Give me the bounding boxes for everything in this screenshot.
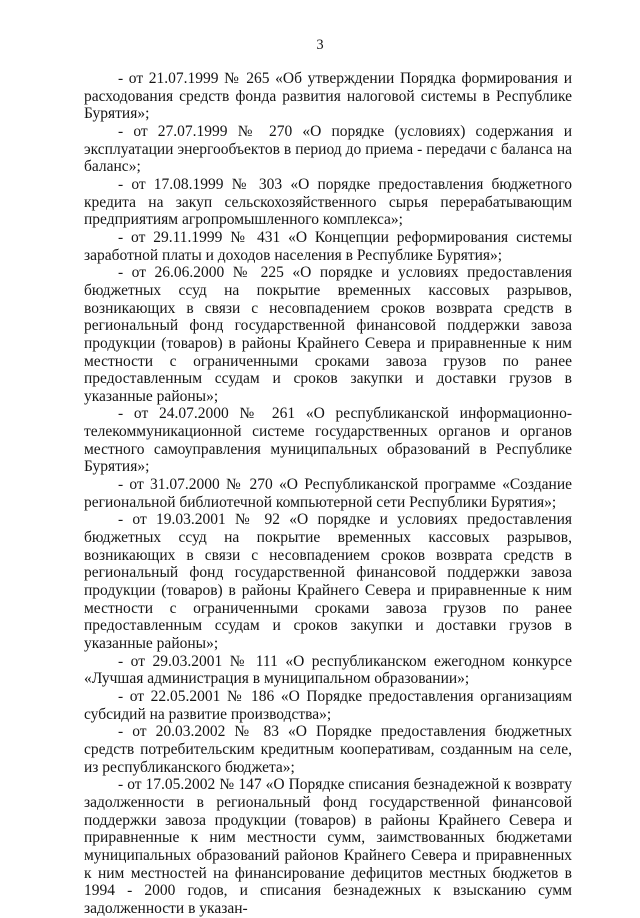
list-item: - от 24.07.2000 № 261 «О республиканской информационно-телекоммуникационной системе государственных органов и органов местного самоуправления муниципальных образований в Республике Бурятия»; [84,405,572,476]
list-item: - от 19.03.2001 № 92 «О порядке и условиях предоставления бюджетных ссуд на покрытие временных кассовых разрывов, возникающих в связи с несовпадением сроков возврата средств в региональный фонд государственной финансовой поддержки завоза продукции (товаров) в районы Крайнего Севера и приравненные к ним местности с ограниченными сроками завоза грузов по ранее предоставленным ссудам и сроков закупки и доставки грузов в указанные районы»; [84,511,572,652]
list-item: - от 31.07.2000 № 270 «О Республиканской программе «Создание региональной библиотечной компьютерной сети Республики Бурятия»; [84,476,572,511]
list-item: - от 27.07.1999 № 270 «О порядке (условиях) содержания и эксплуатации энергообъектов в период до приема - передачи с баланса на баланс»; [84,122,572,176]
list-item: - от 29.11.1999 № 431 «О Концепции реформирования системы заработной платы и доходов населения в Республике Бурятия»; [84,228,572,264]
page-number: 3 [316,37,324,53]
document-body [84,70,572,918]
list-item: - от 29.03.2001 № 111 «О республиканском ежегодном конкурсе «Лучшая администрация в муниципальном образовании»; [84,652,572,688]
list-item: - от 17.08.1999 № 303 «О порядке предоставления бюджетного кредита на закуп сельскохозяйственного сырья перерабатывающим предприятиям агропромышленного комплекса»; [84,175,572,229]
list-item: - от 17.05.2002 № 147 «О Порядке списания безнадежной к возврату задолженности в региональный фонд государственной финансовой поддержки завоза продукции (товаров) в районы Крайнего Севера и приравненные к ним местности сумм, заимствованных бюджетами муниципальных образований районов Крайнего Севера и приравненных к ним местностей на финансирование дефицитов местных бюджетов в 1994 - 2000 годов, и списания безнадежных к взысканию сумм задолженности в указан- [84,776,572,917]
list-item: - от 22.05.2001 № 186 «О Порядке предоставления организациям субсидий на развитие производства»; [84,687,572,723]
list-item: - от 20.03.2002 № 83 «О Порядке предоставления бюджетных средств потребительским кредитным кооперативам, созданным на селе, из республиканского бюджета»; [84,723,572,776]
list-item: - от 26.06.2000 № 225 «О порядке и условиях предоставления бюджетных ссуд на покрытие временных кассовых разрывов, возникающих в связи с несовпадением сроков возврата средств в региональный фонд государственной финансовой поддержки завоза продукции (товаров) в районы Крайнего Севера и приравненные к ним местности с ограниченными сроками завоза грузов по ранее предоставленным ссудам и сроков закупки и доставки грузов в указанные районы»; [84,264,572,405]
list-item: - от 21.07.1999 № 265 «Об утверждении Порядка формирования и расходования средств фонда развития налоговой системы в Республике Бурятия»; [84,70,572,123]
